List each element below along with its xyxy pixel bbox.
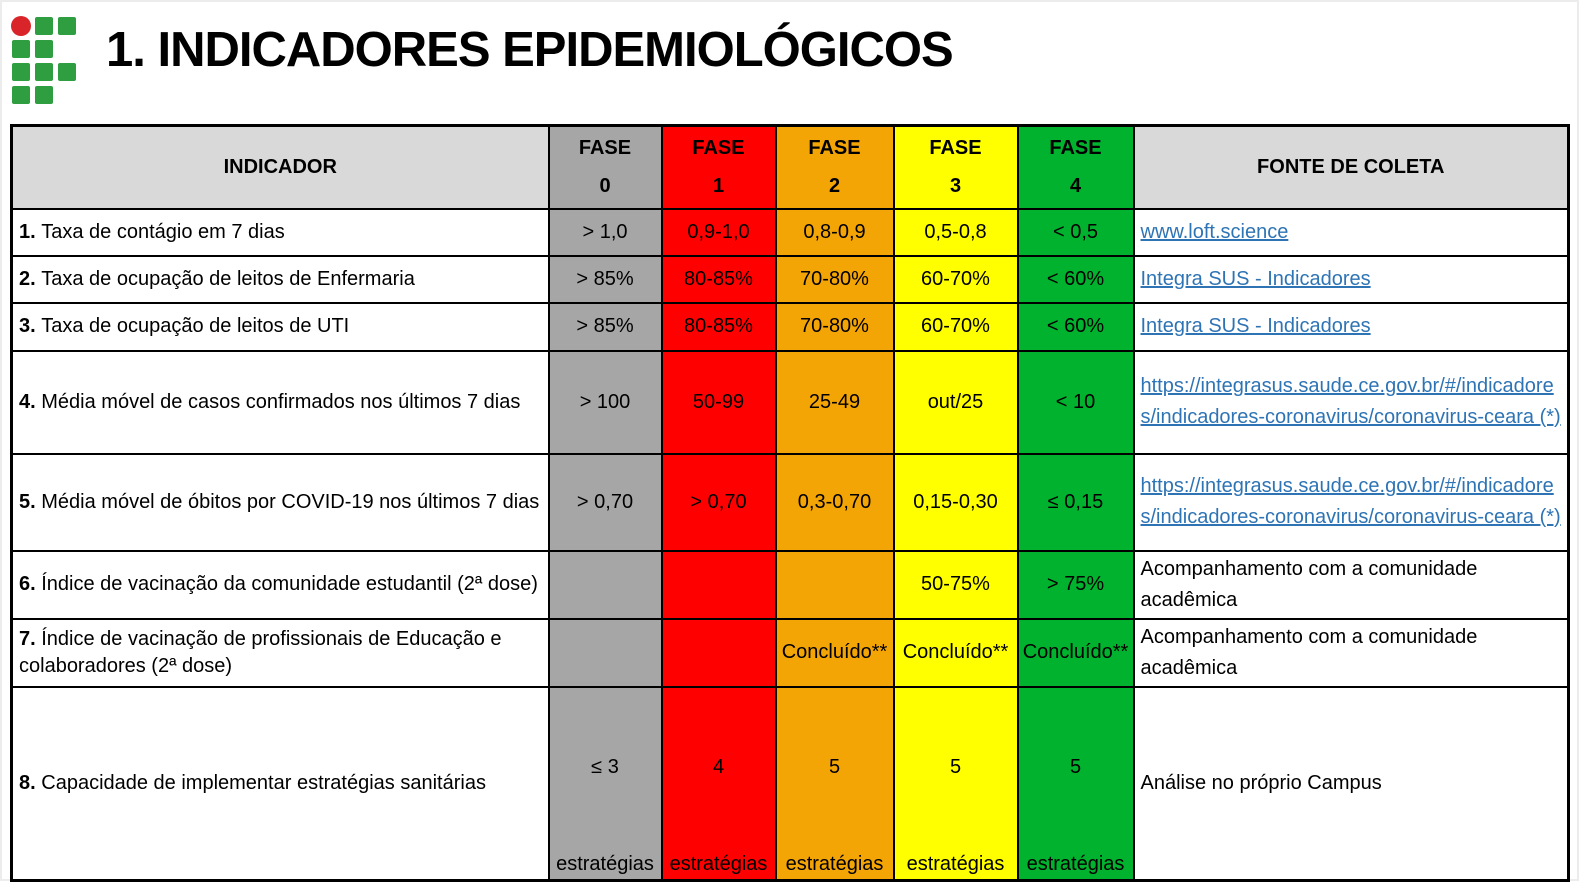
logo-square <box>12 86 30 104</box>
logo-dot-icon <box>11 16 31 36</box>
fase-0-value-cell: > 1,0 <box>549 209 662 256</box>
logo-square <box>35 86 53 104</box>
fase-1-value: 4 <box>712 755 725 778</box>
fase-0-value-cell <box>549 619 662 687</box>
fase-1-value-cell: > 0,70 <box>662 454 776 551</box>
fase-0-value-cell <box>549 687 662 881</box>
fase-3-value-cell: 0,5-0,8 <box>894 209 1018 256</box>
fonte-cell <box>1134 351 1569 454</box>
fase-0-value-cell: > 85% <box>549 256 662 303</box>
fonte-cell <box>1134 209 1569 256</box>
logo-square <box>12 40 30 58</box>
column-header-fase-0: FASE 0 <box>549 126 662 209</box>
fase-1-value-cell <box>662 619 776 687</box>
column-header-fase-3: FASE 3 <box>894 126 1018 209</box>
fase-2-value-cell: 70-80% <box>776 256 894 303</box>
table-row <box>12 303 1569 351</box>
fase-3-value-cell: 50-75% <box>894 551 1018 619</box>
indicator-cell: 6. Índice de vacinação da comunidade estudantil (2ª dose) <box>12 551 549 619</box>
table-row <box>12 687 1569 881</box>
table-row <box>12 351 1569 454</box>
fonte-link[interactable]: www.loft.science <box>1140 220 1289 243</box>
fase-1-value-cell <box>662 687 776 881</box>
column-header-fase-1: FASE 1 <box>662 126 776 209</box>
table-body <box>12 209 1569 881</box>
table-row <box>12 209 1569 256</box>
logo-square <box>58 63 76 81</box>
indicator-cell: 1. Taxa de contágio em 7 dias <box>12 209 549 256</box>
fase-0-value-cell: > 100 <box>549 351 662 454</box>
table-row <box>12 256 1569 303</box>
page-title: 1. INDICADORES EPIDEMIOLÓGICOS <box>106 23 953 77</box>
fase-2-value-cell: 0,3-0,70 <box>776 454 894 551</box>
fonte-cell <box>1134 256 1569 303</box>
fase-2-value-cell: 25-49 <box>776 351 894 454</box>
fase-4-value-sub: estratégias <box>1026 853 1125 875</box>
column-header-fase-2: FASE 2 <box>776 126 894 209</box>
fase-2-value-cell <box>776 551 894 619</box>
fase-3-value-cell: 60-70% <box>894 256 1018 303</box>
fase-3-value-sub: estratégias <box>906 853 1005 875</box>
fase-3-value-cell: 60-70% <box>894 303 1018 351</box>
logo-square <box>12 63 30 81</box>
fase-1-value-cell <box>662 551 776 619</box>
indicator-cell: 2. Taxa de ocupação de leitos de Enfermaria <box>12 256 549 303</box>
logo-square <box>35 17 53 35</box>
fase-0-value-cell: > 85% <box>549 303 662 351</box>
table-row <box>12 454 1569 551</box>
fase-2-value-cell: 0,8-0,9 <box>776 209 894 256</box>
fase-4-value-cell: < 60% <box>1018 256 1134 303</box>
fase-2-value-cell: Concluído** <box>776 619 894 687</box>
fonte-cell: Acompanhamento com a comunidade acadêmica <box>1134 551 1569 619</box>
fase-4-value-cell: > 75% <box>1018 551 1134 619</box>
fase-3-value: 5 <box>949 755 962 778</box>
fase-4-value-cell <box>1018 687 1134 881</box>
fase-0-value-cell: > 0,70 <box>549 454 662 551</box>
fase-3-value-cell <box>894 687 1018 881</box>
fase-4-value-cell: < 0,5 <box>1018 209 1134 256</box>
indicator-cell: 7. Índice de vacinação de profissionais de Educação e colaboradores (2ª dose) <box>12 619 549 687</box>
fase-1-value-cell: 0,9-1,0 <box>662 209 776 256</box>
fase-3-value-cell: Concluído** <box>894 619 1018 687</box>
fase-2-value-sub: estratégias <box>785 853 884 875</box>
document-header <box>2 2 1577 124</box>
fonte-link[interactable]: https://integrasus.saude.ce.gov.br/#/indicadores/indicadores-coronavirus/coronavirus-ceara (*) <box>1140 475 1561 528</box>
fase-1-value-cell: 80-85% <box>662 303 776 351</box>
fonte-cell: Acompanhamento com a comunidade acadêmica <box>1134 619 1569 687</box>
fase-0-value: ≤ 3 <box>591 755 619 778</box>
fonte-link[interactable]: Integra SUS - Indicadores <box>1140 267 1371 290</box>
fase-4-value-cell: < 60% <box>1018 303 1134 351</box>
logo-square <box>35 63 53 81</box>
column-header-fonte: FONTE DE COLETA <box>1134 126 1569 209</box>
fase-4-value: 5 <box>1069 755 1082 778</box>
fase-0-value-sub: estratégias <box>556 853 654 875</box>
table-row <box>12 551 1569 619</box>
fonte-cell <box>1134 303 1569 351</box>
fase-1-value-cell: 50-99 <box>662 351 776 454</box>
indicator-cell: 8. Capacidade de implementar estratégias sanitárias <box>12 687 549 881</box>
fase-4-value-cell: Concluído** <box>1018 619 1134 687</box>
ifce-logo <box>12 17 76 104</box>
logo-square <box>58 17 76 35</box>
table-row <box>12 619 1569 687</box>
fase-2-value: 5 <box>828 755 841 778</box>
column-header-fase-4: FASE 4 <box>1018 126 1134 209</box>
indicator-cell: 3. Taxa de ocupação de leitos de UTI <box>12 303 549 351</box>
fase-0-value-cell <box>549 551 662 619</box>
fase-2-value-cell <box>776 687 894 881</box>
fase-2-value-cell: 70-80% <box>776 303 894 351</box>
indicator-cell: 5. Média móvel de óbitos por COVID-19 nos últimos 7 dias <box>12 454 549 551</box>
fonte-cell <box>1134 454 1569 551</box>
fonte-link[interactable]: Integra SUS - Indicadores <box>1140 315 1371 337</box>
fase-3-value-cell: 0,15-0,30 <box>894 454 1018 551</box>
fase-3-value-cell: out/25 <box>894 351 1018 454</box>
table-header-row <box>12 126 1569 209</box>
fase-4-value-cell: < 10 <box>1018 351 1134 454</box>
fonte-link[interactable]: https://integrasus.saude.ce.gov.br/#/indicadores/indicadores-coronavirus/coronavirus-ceara (*) <box>1140 375 1561 428</box>
column-header-indicator: INDICADOR <box>12 126 549 209</box>
indicators-table <box>10 124 1570 882</box>
fase-1-value-cell: 80-85% <box>662 256 776 303</box>
fase-1-value-sub: estratégias <box>669 853 768 875</box>
fase-4-value-cell: ≤ 0,15 <box>1018 454 1134 551</box>
fonte-cell: Análise no próprio Campus <box>1134 687 1569 881</box>
indicator-cell: 4. Média móvel de casos confirmados nos últimos 7 dias <box>12 351 549 454</box>
logo-square <box>35 40 53 58</box>
